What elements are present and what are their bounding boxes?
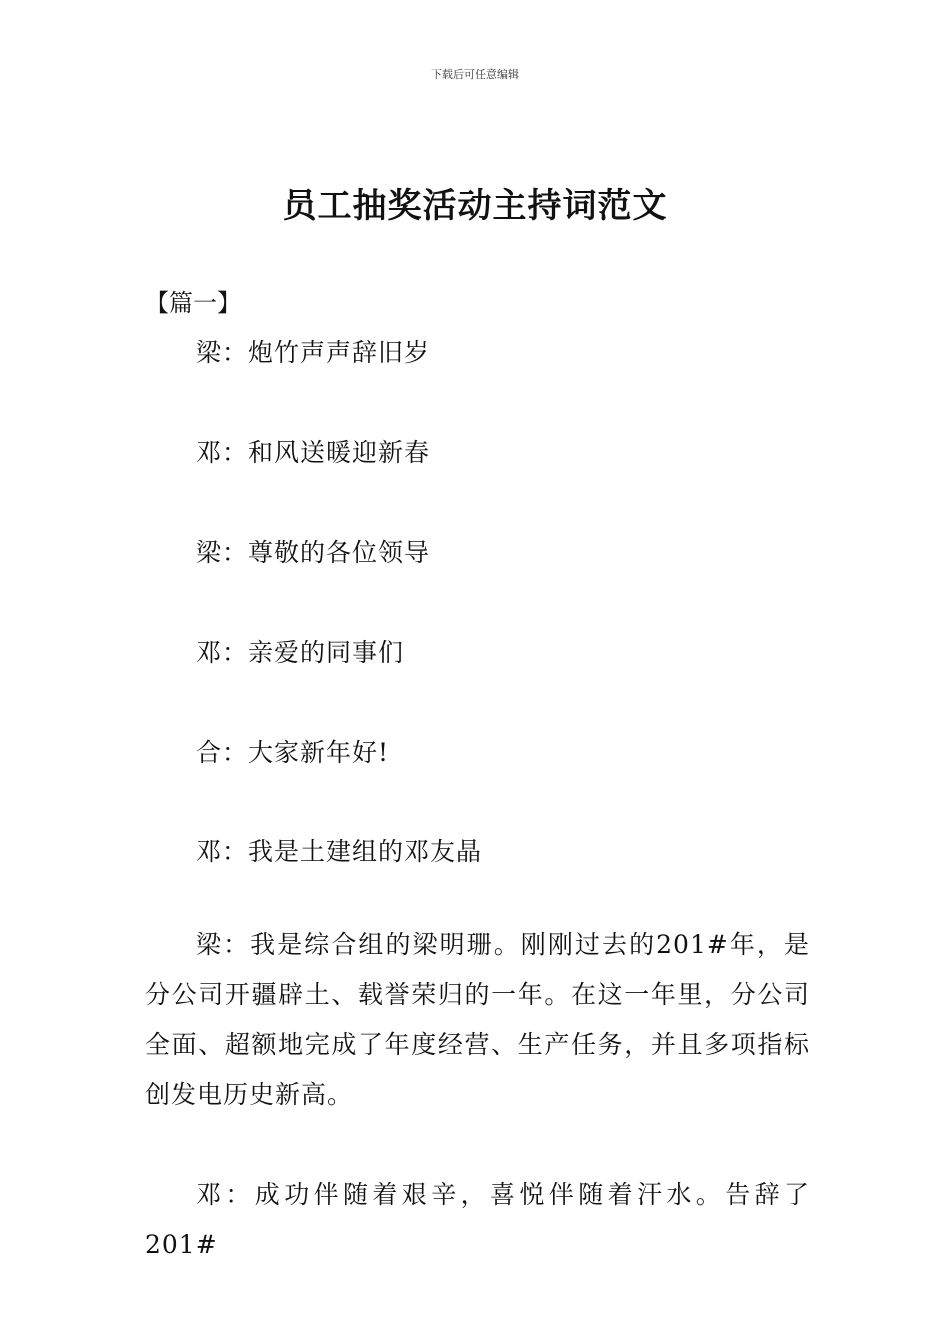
dialogue-line: 邓：我是土建组的邓友晶 [196, 837, 483, 866]
dialogue-line: 邓：亲爱的同事们 [196, 638, 405, 667]
dialogue-line: 梁：尊敬的各位领导 [196, 538, 431, 567]
dialogue-line: 梁：炮竹声声辞旧岁 [196, 338, 431, 367]
section-heading: 【篇一】 [145, 289, 241, 317]
dialogue-line: 合：大家新年好! [196, 738, 390, 767]
dialogue-paragraph: 邓：成功伴随着艰辛，喜悦伴随着汗水。告辞了 201# [145, 1180, 810, 1259]
dialogue-paragraph: 梁：我是综合组的梁明珊。刚刚过去的201#年，是分公司开疆辟土、载誉荣归的一年。在这一年里，分公司全面、超额地完成了年度经营、生产任务，并且多项指标创发电历史新高。 [145, 930, 810, 1109]
dialogue-line: 邓：和风送暖迎新春 [196, 438, 431, 467]
page-header-note: 下载后可任意编辑 [431, 68, 519, 81]
document-title: 员工抽奖活动主持词范文 [282, 186, 668, 226]
